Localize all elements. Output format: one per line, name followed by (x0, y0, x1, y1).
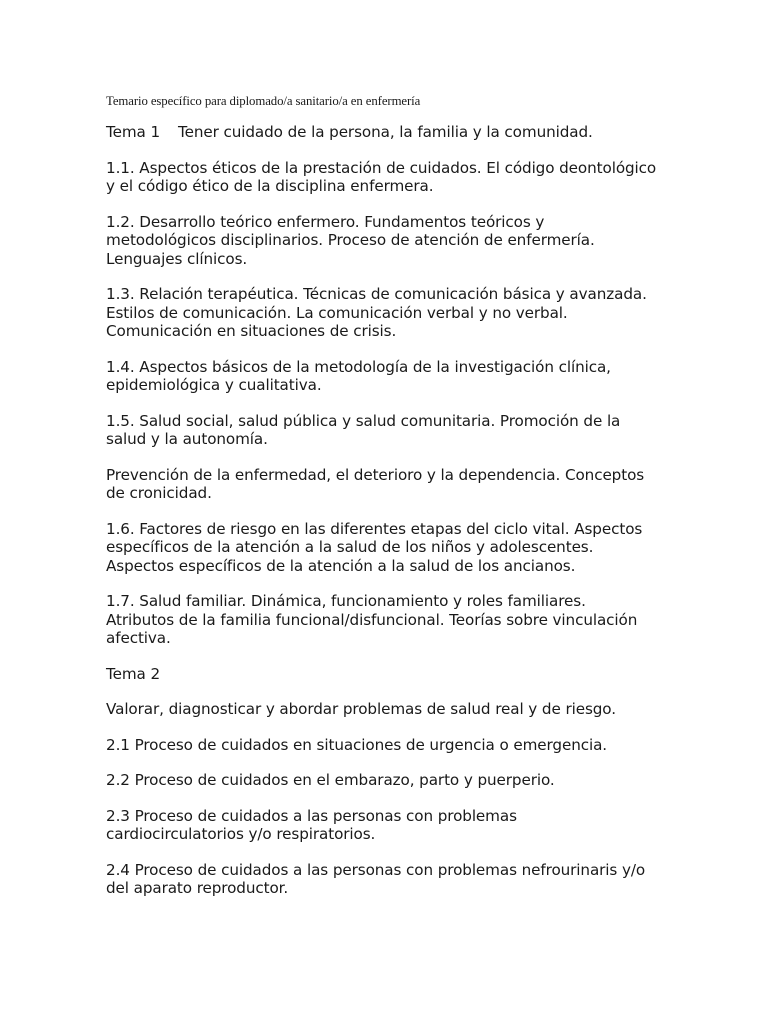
section-line: del aparato reproductor. (106, 879, 289, 897)
section-1-1 (106, 159, 666, 196)
document-page (106, 93, 666, 915)
section-1-3 (106, 285, 666, 341)
section-line: 1.4. Aspectos básicos de la metodología de la investigación clínica, (106, 357, 611, 376)
tema-1-heading (106, 123, 666, 142)
section-1-5 (106, 412, 666, 449)
section-line: de cronicidad. (106, 484, 212, 502)
section-line: Estilos de comunicación. La comunicación verbal y no verbal. (106, 303, 568, 322)
section-line: 2.2 Proceso de cuidados en el embarazo, parto y puerperio. (106, 771, 555, 789)
section-2-3 (106, 807, 666, 844)
section-line: y el código ético de la disciplina enfermera. (106, 177, 434, 195)
section-line: Lenguajes clínicos. (106, 249, 248, 268)
section-line: 2.3 Proceso de cuidados a las personas con problemas (106, 806, 517, 825)
section-prevencion (106, 466, 666, 503)
section-line: Atributos de la familia funcional/disfuncional. Teorías sobre vinculación (106, 610, 638, 629)
section-1-6 (106, 520, 666, 576)
section-line: epidemiológica y cualitativa. (106, 376, 322, 394)
section-line: 1.6. Factores de riesgo en las diferentes etapas del ciclo vital. Aspectos (106, 519, 643, 538)
section-line: afectiva. (106, 629, 171, 647)
section-line: salud y la autonomía. (106, 430, 268, 448)
section-line: 2.1 Proceso de cuidados en situaciones de urgencia o emergencia. (106, 735, 608, 754)
section-2-4 (106, 861, 666, 898)
section-1-2 (106, 213, 666, 269)
section-line: 1.2. Desarrollo teórico enfermero. Fundamentos teóricos y (106, 212, 545, 231)
section-line: Prevención de la enfermedad, el deterioro y la dependencia. Conceptos (106, 465, 645, 484)
tema-2-label: Tema 2 (106, 664, 161, 683)
section-line: cardiocirculatorios y/o respiratorios. (106, 825, 376, 843)
section-line: 1.1. Aspectos éticos de la prestación de cuidados. El código deontológico (106, 158, 657, 177)
section-1-7 (106, 592, 666, 648)
section-1-4 (106, 358, 666, 395)
section-line: 1.7. Salud familiar. Dinámica, funcionamiento y roles familiares. (106, 592, 586, 610)
section-2-1 (106, 736, 666, 755)
section-line: 1.5. Salud social, salud pública y salud comunitaria. Promoción de la (106, 411, 621, 430)
tema-1-title: Tener cuidado de la persona, la familia y la comunidad. (178, 123, 593, 141)
tema-1-label: Tema 1 (106, 123, 161, 141)
section-line: específicos de la atención a la salud de los niños y adolescentes. (106, 538, 594, 556)
document-header: Temario específico para diplomado/a sanitario/a en enfermería (106, 94, 421, 108)
section-line: 1.3. Relación terapéutica. Técnicas de comunicación básica y avanzada. (106, 285, 647, 303)
section-line: Aspectos específicos de la atención a la salud de los ancianos. (106, 556, 576, 575)
section-line: metodológicos disciplinarios. Proceso de atención de enfermería. (106, 231, 595, 249)
section-2-2 (106, 771, 666, 790)
tema-2-title: Valorar, diagnosticar y abordar problemas de salud real y de riesgo. (106, 700, 616, 718)
section-line: 2.4 Proceso de cuidados a las personas con problemas nefrourinaris y/o (106, 860, 646, 879)
section-line: Comunicación en situaciones de crisis. (106, 322, 397, 340)
